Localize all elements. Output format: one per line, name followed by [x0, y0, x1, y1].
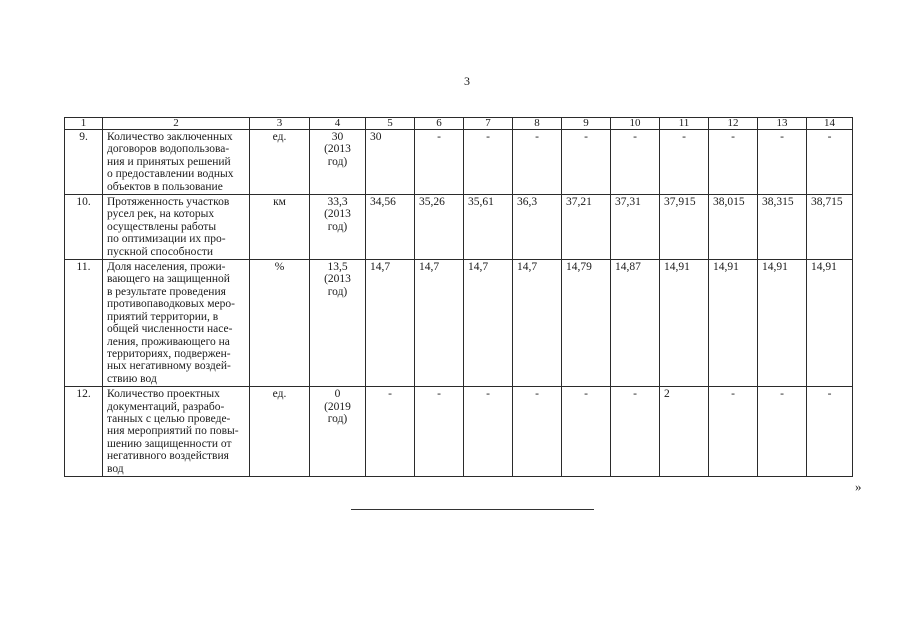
base-value-line: (2013: [324, 143, 351, 156]
base-value-line: (2013: [324, 208, 351, 221]
year-value-cell: -: [513, 387, 562, 477]
year-value-cell: 38,715: [807, 195, 853, 260]
indicator-name-line: по оптимизации их про-: [107, 233, 226, 246]
year-value-cell: 14,7: [464, 260, 513, 387]
year-value-cell: 38,015: [709, 195, 758, 260]
header-cell: 9: [562, 118, 611, 130]
base-value-cell: [310, 130, 366, 195]
year-value-cell: 14,91: [807, 260, 853, 387]
year-value-cell: -: [415, 130, 464, 195]
unit-cell: ед.: [250, 387, 310, 477]
indicator-name-line: Количество проектных: [107, 388, 220, 401]
base-value-line: (2019: [324, 400, 351, 413]
header-cell: 7: [464, 118, 513, 130]
header-cell: 2: [103, 118, 250, 130]
indicator-name-line: территориях, подвержен-: [107, 347, 231, 360]
base-value-cell: [310, 260, 366, 387]
row-number: 10.: [65, 195, 103, 260]
header-cell: 6: [415, 118, 464, 130]
indicator-name-line: ления, проживающего на: [107, 335, 230, 348]
year-value-cell: -: [709, 130, 758, 195]
indicator-name-line: вающего на защищенной: [107, 273, 230, 286]
row-number: 11.: [65, 260, 103, 387]
year-value-cell: -: [562, 130, 611, 195]
header-cell: 5: [366, 118, 415, 130]
year-value-cell: -: [464, 130, 513, 195]
header-cell: 12: [709, 118, 758, 130]
year-value-cell: 34,56: [366, 195, 415, 260]
indicator-name-line: в результате проведения: [107, 285, 226, 298]
indicator-name-line: договоров водопользова-: [107, 143, 230, 156]
indicator-name-line: приятий территории, в: [107, 310, 219, 323]
year-value-cell: 38,315: [758, 195, 807, 260]
indicator-name-line: объектов в пользование: [107, 180, 223, 193]
year-value-cell: -: [415, 387, 464, 477]
base-value-cell: [310, 387, 366, 477]
base-value-cell: [310, 195, 366, 260]
year-value-cell: -: [758, 387, 807, 477]
year-value-cell: -: [758, 130, 807, 195]
base-value-line: год): [327, 220, 348, 233]
indicator-name-line: Количество заключенных: [107, 131, 233, 143]
indicator-name-line: ных негативному воздей-: [107, 360, 231, 373]
year-value-cell: -: [562, 387, 611, 477]
year-value-cell: 37,31: [611, 195, 660, 260]
year-value-cell: -: [464, 387, 513, 477]
year-value-cell: 30: [366, 130, 415, 195]
base-value-line: год): [327, 412, 348, 425]
year-value-cell: -: [660, 130, 709, 195]
year-value-cell: 14,7: [513, 260, 562, 387]
year-value-cell: -: [709, 387, 758, 477]
indicator-name-line: пускной способности: [107, 245, 214, 258]
header-cell: 11: [660, 118, 709, 130]
page-number: 3: [464, 74, 470, 88]
year-value-cell: -: [513, 130, 562, 195]
indicator-name-line: ствию вод: [107, 372, 157, 385]
header-cell: 1: [65, 118, 103, 130]
table-row: [65, 260, 853, 387]
header-cell: 13: [758, 118, 807, 130]
table-row: [65, 130, 853, 195]
header-cell: 4: [310, 118, 366, 130]
row-number: 9.: [65, 130, 103, 195]
year-value-cell: 14,79: [562, 260, 611, 387]
base-value-line: год): [327, 285, 348, 298]
indicator-name-line: шению защищенности от: [107, 437, 232, 450]
indicator-name-line: негативного воздействия: [107, 450, 229, 463]
year-value-cell: 35,26: [415, 195, 464, 260]
base-value-line: (2013: [324, 273, 351, 286]
indicator-name: [103, 260, 250, 387]
year-value-cell: -: [807, 130, 853, 195]
year-value-cell: 14,7: [415, 260, 464, 387]
header-cell: 8: [513, 118, 562, 130]
indicator-name-line: ния мероприятий по повы-: [107, 425, 239, 438]
indicator-name-line: танных с целью проведе-: [107, 412, 231, 425]
year-value-cell: -: [611, 130, 660, 195]
header-cell: 10: [611, 118, 660, 130]
table-row: [65, 387, 853, 477]
closing-quote-mark: »: [855, 479, 862, 494]
year-value-cell: -: [611, 387, 660, 477]
indicator-name-line: противопаводковых меро-: [107, 298, 235, 311]
indicator-name: [103, 195, 250, 260]
header-cell: 14: [807, 118, 853, 130]
indicator-name-line: ния и принятых решений: [107, 155, 231, 168]
indicator-name-line: вод: [107, 462, 124, 475]
year-value-cell: 14,91: [709, 260, 758, 387]
year-value-cell: 37,915: [660, 195, 709, 260]
end-rule: [351, 509, 594, 510]
base-value-line: 30: [331, 131, 344, 143]
indicator-name-line: общей численности насе-: [107, 323, 233, 336]
base-value-line: 0: [334, 388, 341, 401]
year-value-cell: 35,61: [464, 195, 513, 260]
indicator-name-line: Доля населения, прожи-: [107, 261, 226, 274]
year-value-cell: 14,87: [611, 260, 660, 387]
table-row: [65, 195, 853, 260]
indicator-name-line: русел рек, на которых: [107, 208, 215, 221]
unit-cell: ед.: [250, 130, 310, 195]
base-value-line: год): [327, 155, 348, 168]
base-value-line: 13,5: [327, 261, 348, 274]
indicator-name: [103, 130, 250, 195]
year-value-cell: -: [366, 387, 415, 477]
year-value-cell: 37,21: [562, 195, 611, 260]
header-cell: 3: [250, 118, 310, 130]
indicator-name: [103, 387, 250, 477]
indicator-name-line: документаций, разрабо-: [107, 400, 225, 413]
year-value-cell: 36,3: [513, 195, 562, 260]
indicator-name-line: осуществлены работы: [107, 220, 217, 233]
year-value-cell: 14,7: [366, 260, 415, 387]
indicator-name-line: Протяженность участков: [107, 196, 230, 209]
year-value-cell: 14,91: [660, 260, 709, 387]
indicators-table: [64, 117, 853, 477]
row-number: 12.: [65, 387, 103, 477]
unit-cell: км: [250, 195, 310, 260]
base-value-line: 33,3: [327, 196, 348, 209]
unit-cell: %: [250, 260, 310, 387]
header-row: [65, 118, 853, 130]
year-value-cell: 2: [660, 387, 709, 477]
year-value-cell: -: [807, 387, 853, 477]
year-value-cell: 14,91: [758, 260, 807, 387]
indicator-name-line: о предоставлении водных: [107, 168, 234, 181]
